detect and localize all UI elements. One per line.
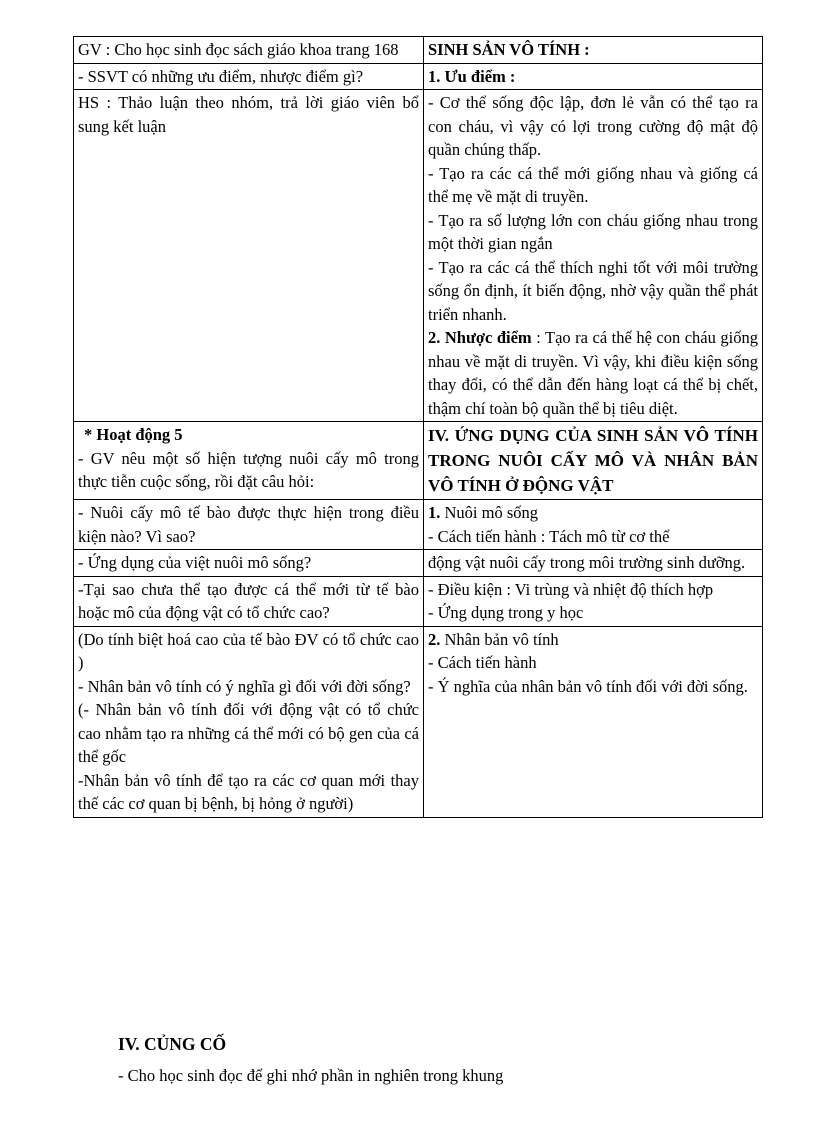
- right-paragraph: [428, 501, 758, 525]
- left-cell: [74, 550, 424, 577]
- paragraph-text: IV. ỨNG DỤNG CỦA SINH SẢN VÔ TÍNH TRONG NUÔI CẤY MÔ VÀ NHÂN BẢN VÔ TÍNH Ở ĐỘNG VẬT: [428, 426, 758, 495]
- right-paragraph: [428, 162, 758, 209]
- right-paragraph: [428, 651, 758, 675]
- section-heading-cung-co: IV. CỦNG CỐ: [118, 1034, 227, 1054]
- left-cell: [74, 37, 424, 64]
- left-paragraph: (Do tính biệt hoá cao của tế bào ĐV có tổ chức cao ): [78, 629, 419, 672]
- left-cell: [74, 626, 424, 817]
- item-number-label: 2.: [428, 629, 441, 649]
- right-cell: [424, 90, 763, 422]
- activity-heading: * Hoạt động 5: [84, 425, 183, 444]
- right-cell: [424, 576, 763, 626]
- lesson-table: [73, 36, 763, 818]
- left-paragraph: - GV nêu một số hiện tượng nuôi cấy mô trong thực tiễn cuộc sống, rồi đặt câu hỏi:: [78, 448, 419, 491]
- right-cell: [424, 422, 763, 500]
- item-number-label: 2. Nhược điểm: [428, 328, 532, 347]
- table-row: [74, 63, 763, 90]
- section-title: [428, 423, 758, 498]
- table-row: [74, 422, 763, 500]
- left-paragraph: -Tại sao chưa thể tạo được cá thể mới từ tế bào hoặc mô của động vật có tổ chức cao?: [78, 579, 419, 622]
- left-paragraph: GV : Cho học sinh đọc sách giáo khoa trang 168: [78, 40, 399, 59]
- lesson-table-body: [74, 37, 763, 818]
- table-row: [74, 500, 763, 550]
- paragraph-text: SINH SẢN VÔ TÍNH :: [428, 40, 590, 59]
- right-paragraph: [428, 525, 758, 549]
- paragraph-text: - Ứng dụng trong y học: [428, 603, 584, 622]
- left-paragraph: - SSVT có những ưu điểm, nhược điểm gì?: [78, 66, 364, 86]
- paragraph-text: Nhân bản vô tính: [440, 629, 559, 649]
- right-paragraph: [428, 551, 758, 575]
- section-title: [428, 38, 758, 62]
- right-paragraph: [428, 326, 758, 420]
- left-paragraph: - Nhân bản vô tính có ý nghĩa gì đối với đời sống?: [78, 676, 411, 696]
- paragraph-text: - Điều kiện : Vi trùng và nhiệt độ thích hợp: [428, 579, 714, 599]
- paragraph-text: - Cơ thể sống độc lập, đơn lẻ vẫn có thể tạo ra con cháu, vì vậy có lợi trong cường độ mật độ quần chúng thấp.: [428, 93, 758, 159]
- table-row: [74, 37, 763, 64]
- left-cell: [74, 422, 424, 500]
- right-paragraph: [428, 675, 758, 699]
- paragraph-text: - Ý nghĩa của nhân bản vô tính đối với đời sống.: [428, 676, 748, 696]
- left-cell: [74, 90, 424, 422]
- left-cell: [74, 63, 424, 90]
- table-row: [74, 90, 763, 422]
- right-cell: [424, 500, 763, 550]
- paragraph-text: - Cách tiến hành: [428, 653, 537, 672]
- paragraph-text: - Tạo ra các cá thể thích nghi tốt với môi trường sống ổn định, ít biến động, nhờ vậy quần thể phát triển nhanh.: [428, 257, 758, 324]
- right-cell: [424, 626, 763, 817]
- left-paragraph: -Nhân bản vô tính để tạo ra các cơ quan mới thay thế các cơ quan bị bệnh, bị hỏng ở người): [78, 770, 419, 813]
- paragraph-text: - Cách tiến hành : Tách mô từ cơ thể: [428, 526, 670, 546]
- table-row: [74, 626, 763, 817]
- left-paragraph: (- Nhân bản vô tính đối với động vật có tổ chức cao nhằm tạo ra những cá thể mới có bộ gen của cá thể gốc: [78, 700, 419, 766]
- right-cell: [424, 37, 763, 64]
- table-row: [74, 550, 763, 577]
- left-cell: [74, 576, 424, 626]
- paragraph-text: động vật nuôi cấy trong môi trường sinh dưỡng.: [428, 553, 746, 572]
- right-paragraph: [428, 209, 758, 256]
- left-paragraph: HS : Thảo luận theo nhóm, trả lời giáo viên bổ sung kết luận: [78, 93, 419, 136]
- item-number-label: 1.: [428, 503, 441, 522]
- right-paragraph: [428, 628, 758, 652]
- right-cell: [424, 63, 763, 90]
- table-row: [74, 576, 763, 626]
- right-paragraph: [428, 578, 758, 602]
- left-paragraph: - Nuôi cấy mô tế bào được thực hiện trong điều kiện nào? Vì sao?: [78, 503, 419, 546]
- left-paragraph: - Ứng dụng của việt nuôi mô sống?: [78, 553, 312, 572]
- paragraph-text: Nuôi mô sống: [440, 503, 539, 522]
- right-cell: [424, 550, 763, 577]
- section-instruction: - Cho học sinh đọc để ghi nhớ phần in nghiên trong khung: [118, 1066, 504, 1085]
- paragraph-text: - Tạo ra số lượng lớn con cháu giống nhau trong một thời gian ngắn: [428, 210, 758, 253]
- left-cell: [74, 500, 424, 550]
- paragraph-text: - Tạo ra các cá thể mới giống nhau và giống cá thể mẹ về mặt di truyền.: [428, 163, 758, 206]
- right-paragraph: [428, 256, 758, 327]
- section-title: [428, 65, 758, 89]
- paragraph-text: : Tạo ra cá thế hệ con cháu giống nhau về mặt di truyền. Vì vậy, khi điều kiện sống thay đổi, có thể dẫn đến hàng loạt cá thể bị chết, thậm chí toàn bộ quần thể bị tiêu diệt.: [428, 328, 758, 418]
- paragraph-text: 1. Ưu điểm :: [428, 66, 516, 86]
- right-paragraph: [428, 601, 758, 625]
- right-paragraph: [428, 91, 758, 162]
